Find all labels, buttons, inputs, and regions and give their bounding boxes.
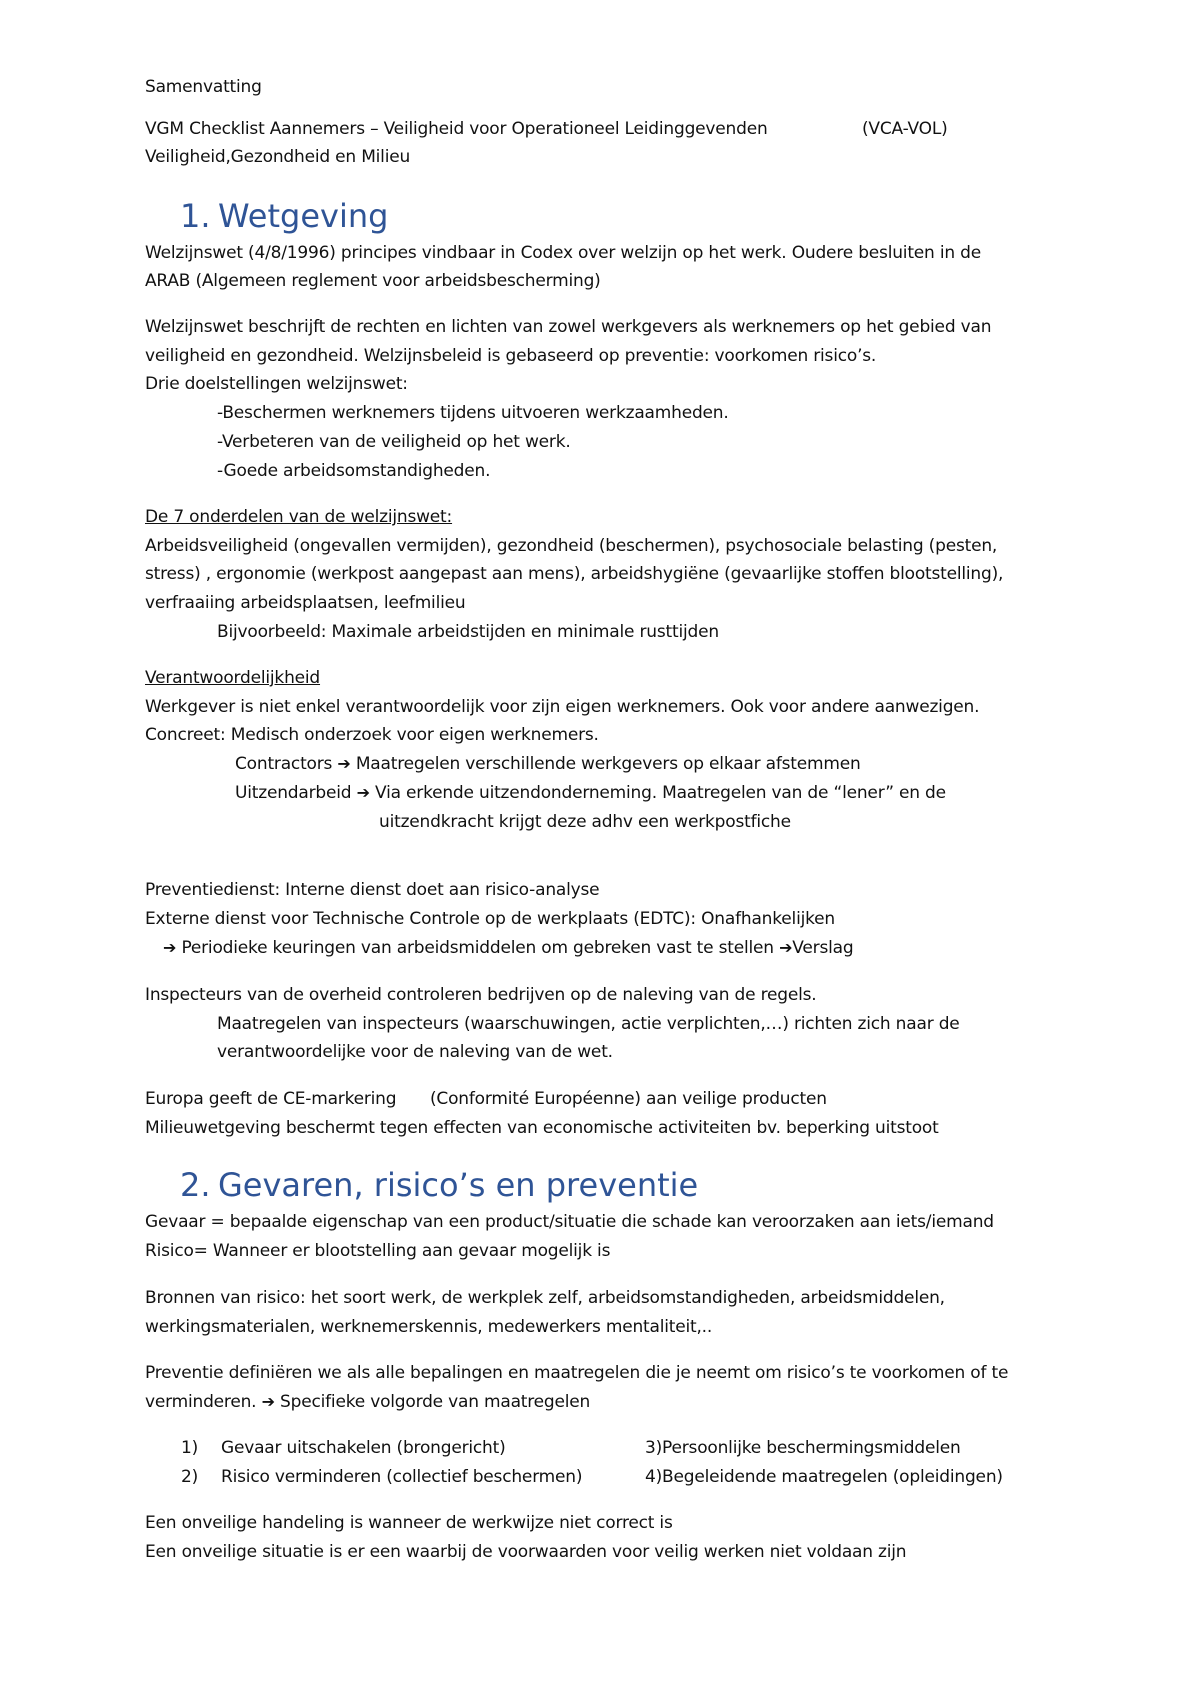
paragraph-line: verfraaiing arbeidsplaatsen, leefmilieu (145, 593, 466, 613)
paragraph-line: Welzijnswet beschrijft de rechten en lichten van zowel werkgevers als werknemers op het gebied van (145, 317, 992, 337)
section-heading-wetgeving (180, 197, 388, 235)
paragraph-line: Bronnen van risico: het soort werk, de werkplek zelf, arbeidsomstandigheden, arbeidsmiddelen, (145, 1288, 945, 1308)
section-number: 2. (180, 1166, 211, 1204)
arrow-right-icon: ➔ (356, 783, 370, 802)
list-text: Gevaar uitschakelen (brongericht) (221, 1438, 506, 1458)
contractors-text: Maatregelen verschillende werkgevers op elkaar afstemmen (355, 754, 861, 774)
doc-title: Samenvatting (145, 77, 262, 97)
example-line: Bijvoorbeeld: Maximale arbeidstijden en minimale rusttijden (217, 622, 719, 642)
prevention-order-text: Specifieke volgorde van maatregelen (280, 1392, 591, 1412)
goal-item: -Beschermen werknemers tijdens uitvoeren werkzaamheden. (217, 403, 729, 423)
list-text: Risico verminderen (collectief beschermen) (221, 1467, 583, 1487)
inspection-line (163, 937, 853, 959)
ce-text-2: (Conformité Européenne) aan veilige producten (430, 1089, 827, 1109)
doc-subtitle-2: Veiligheid,Gezondheid en Milieu (145, 147, 411, 167)
paragraph-line: Inspecteurs van de overheid controleren bedrijven op de naleving van de regels. (145, 985, 817, 1005)
section-heading-gevaren (180, 1166, 698, 1204)
section-title: Gevaren, risico’s en preventie (218, 1166, 699, 1204)
paragraph-line: Drie doelstellingen welzijnswet: (145, 374, 408, 394)
paragraph-line: werkingsmaterialen, werknemerskennis, medewerkers mentaliteit,.. (145, 1317, 713, 1337)
paragraph-line: veiligheid en gezondheid. Welzijnsbeleid is gebaseerd op preventie: voorkomen risico’s. (145, 346, 877, 366)
temp-work-label: Uitzendarbeid (235, 783, 352, 803)
arrow-right-icon: ➔ (261, 1392, 275, 1411)
ce-text: Europa geeft de CE-markering (145, 1089, 397, 1109)
arrow-right-icon: ➔ (163, 938, 177, 957)
arrow-right-icon: ➔ (779, 938, 793, 957)
contractors-line (235, 753, 861, 775)
section-number: 1. (180, 197, 211, 235)
paragraph-line: verantwoordelijke voor de naleving van de wet. (217, 1042, 613, 1062)
list-item (181, 1437, 506, 1459)
contractors-label: Contractors (235, 754, 333, 774)
list-item (181, 1466, 582, 1488)
doc-subtitle-code: (VCA-VOL) (862, 119, 948, 139)
paragraph-line: ARAB (Algemeen reglement voor arbeidsbescherming) (145, 271, 601, 291)
prevention-line (145, 1391, 590, 1413)
subheading-verantwoordelijkheid: Verantwoordelijkheid (145, 668, 321, 688)
report-text: Verslag (792, 938, 854, 958)
arrow-right-icon: ➔ (337, 754, 351, 773)
doc-subtitle (145, 118, 948, 140)
paragraph-line: Een onveilige situatie is er een waarbij de voorwaarden voor veilig werken niet voldaan zijn (145, 1542, 907, 1562)
list-number: 1) (181, 1438, 199, 1458)
prevention-text: verminderen. (145, 1392, 257, 1412)
temp-work-line (235, 782, 946, 804)
paragraph-line: Preventiedienst: Interne dienst doet aan risico-analyse (145, 880, 600, 900)
temp-work-line-2: uitzendkracht krijgt deze adhv een werkpostfiche (379, 812, 791, 832)
section-title: Wetgeving (218, 197, 389, 235)
paragraph-line: stress) , ergonomie (werkpost aangepast aan mens), arbeidshygiëne (gevaarlijke stoffen blootstelling), (145, 564, 1004, 584)
doc-subtitle-text: VGM Checklist Aannemers – Veiligheid voor Operationeel Leidinggevenden (145, 119, 768, 139)
ce-line (145, 1088, 827, 1110)
paragraph-line: Arbeidsveiligheid (ongevallen vermijden), gezondheid (beschermen), psychosociale belasting (pesten, (145, 536, 998, 556)
goal-item: -Goede arbeidsomstandigheden. (217, 461, 491, 481)
list-item-right: 3)Persoonlijke beschermingsmiddelen (645, 1438, 961, 1458)
paragraph-line: Welzijnswet (4/8/1996) principes vindbaar in Codex over welzijn op het werk. Oudere besluiten in de (145, 243, 981, 263)
paragraph-line: Externe dienst voor Technische Controle op de werkplaats (EDTC): Onafhankelijken (145, 909, 835, 929)
paragraph-line: Concreet: Medisch onderzoek voor eigen werknemers. (145, 725, 599, 745)
paragraph-line: Werkgever is niet enkel verantwoordelijk voor zijn eigen werknemers. Ook voor andere aanwezigen. (145, 697, 980, 717)
goal-item: -Verbeteren van de veiligheid op het werk. (217, 432, 571, 452)
inspection-text: Periodieke keuringen van arbeidsmiddelen om gebreken vast te stellen (181, 938, 774, 958)
paragraph-line: Risico= Wanneer er blootstelling aan gevaar mogelijk is (145, 1241, 611, 1261)
subheading-onderdelen: De 7 onderdelen van de welzijnswet: (145, 507, 453, 527)
list-number: 2) (181, 1467, 199, 1487)
paragraph-line: Maatregelen van inspecteurs (waarschuwingen, actie verplichten,…) richten zich naar de (217, 1014, 960, 1034)
paragraph-line: Preventie definiëren we als alle bepalingen en maatregelen die je neemt om risico’s te voorkomen of te (145, 1363, 1009, 1383)
temp-work-text: Via erkende uitzendonderneming. Maatregelen van de “lener” en de (375, 783, 946, 803)
paragraph-line: Milieuwetgeving beschermt tegen effecten van economische activiteiten bv. beperking uitstoot (145, 1118, 939, 1138)
paragraph-line: Gevaar = bepaalde eigenschap van een product/situatie die schade kan veroorzaken aan iets/iemand (145, 1212, 994, 1232)
list-item-right: 4)Begeleidende maatregelen (opleidingen) (645, 1467, 1003, 1487)
paragraph-line: Een onveilige handeling is wanneer de werkwijze niet correct is (145, 1513, 673, 1533)
